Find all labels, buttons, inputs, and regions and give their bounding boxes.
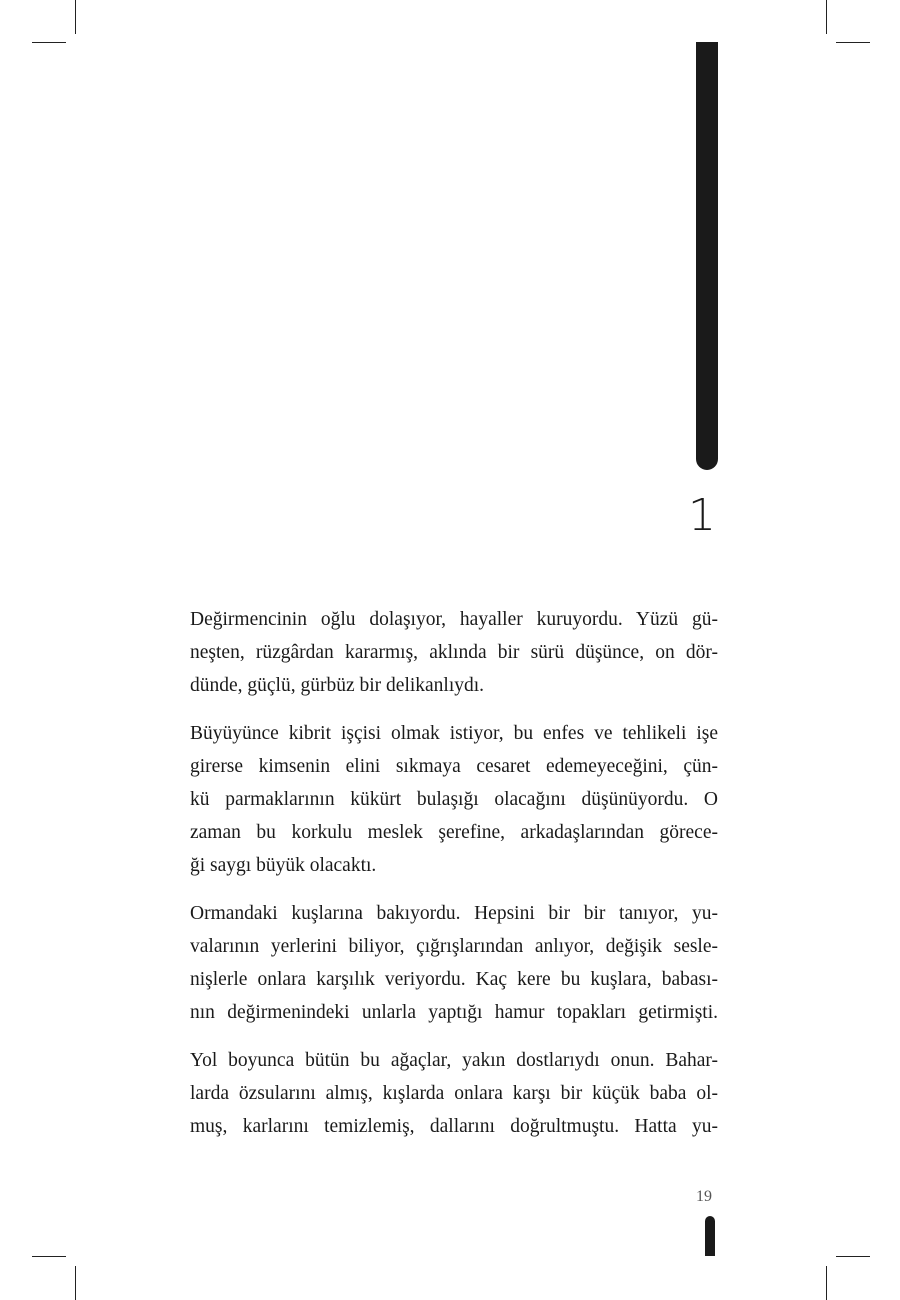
crop-mark [32,1256,66,1257]
crop-mark [75,0,76,34]
crop-mark [836,1256,870,1257]
crop-mark [32,42,66,43]
text-line: Yol boyunca bütün bu ağaçlar, yakın dostlarıydı onun. Bahar- [190,1050,718,1071]
crop-mark [826,1266,827,1300]
footer-bar [705,1216,715,1256]
paragraph [190,603,718,702]
paragraph [190,897,718,1029]
text-line: girerse kimsenin elini sıkmaya cesaret edemeyeceğini, çün- [190,756,718,777]
chapter-number: 1 [688,490,716,541]
text-line: neşten, rüzgârdan kararmış, aklında bir sürü düşünce, on dör- [190,642,718,663]
text-line: nişlerle onlara karşılık veriyordu. Kaç kere bu kuşlara, babası- [190,969,718,990]
text-line: nın değirmenindeki unlarla yaptığı hamur topakları getirmişti. [190,1002,718,1023]
text-line: dünde, güçlü, gürbüz bir delikanlıydı. [190,675,485,696]
crop-mark [826,0,827,34]
text-line: kü parmaklarının kükürt bulaşığı olacağını düşünüyordu. O [190,789,718,810]
text-line: muş, karlarını temizlemiş, dallarını doğrultmuştu. Hatta yu- [190,1116,718,1137]
text-line: Ormandaki kuşlarına bakıyordu. Hepsini bir bir tanıyor, yu- [190,903,718,924]
paragraph [190,1044,718,1143]
text-line: Büyüyünce kibrit işçisi olmak istiyor, bu enfes ve tehlikeli işe [190,723,718,744]
page-number: 19 [696,1188,712,1205]
crop-mark [836,42,870,43]
text-line: zaman bu korkulu meslek şerefine, arkadaşlarından görece- [190,822,718,843]
text-line: valarının yerlerini biliyor, çığrışlarından anlıyor, değişik sesle- [190,936,718,957]
body-text [190,603,718,1158]
text-line: ği saygı büyük olacaktı. [190,855,377,876]
chapter-bar [696,42,718,470]
crop-mark [75,1266,76,1300]
text-line: larda özsularını almış, kışlarda onlara karşı bir küçük baba ol- [190,1083,718,1104]
paragraph [190,717,718,882]
text-line: Değirmencinin oğlu dolaşıyor, hayaller kuruyordu. Yüzü gü- [190,609,718,630]
